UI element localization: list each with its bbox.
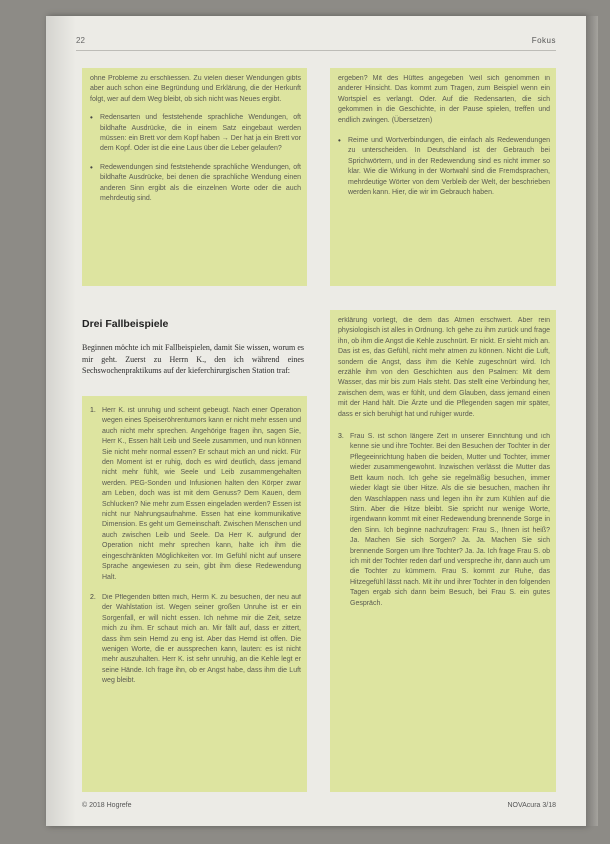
- list-item: • Reime und Wortverbindungen, die einfach als Redewendungen zu unterscheiden. In Deutschland ist der Gebrauch bei Sprichwörtern, und in der Redewendung sind es nicht immer so klar. Wie die Wirkung in der Wortwahl sind die Fremdsprachen, mehrdeutige Wörter von dem Verbleib der Welt, der beschrieben werden kann. Hier, die wir im Gebrauch haben.: [338, 136, 550, 198]
- footer-journal: NOVAcura 3/18: [507, 802, 556, 809]
- case-item-1: [90, 406, 301, 583]
- case-number: 1.: [90, 407, 96, 414]
- case-number: 2.: [90, 593, 96, 601]
- footer-copyright: © 2018 Hogrefe: [82, 802, 132, 809]
- case-text: Die Pflegenden bitten mich, Herrn K. zu besuchen, der neu auf der Wahlstation ist. Wegen seiner großen Unruhe ist er ein Sorgenfall, er will nicht essen. Ich nehme mir die Zeit, setze mich zu ihm. Er schaut mich an. Mir fällt auf, dass er zittert, dass ihm sein Hemd zu eng ist. Aber das Hemd ist offen. Die wenigen Worte, die er aussprechen kann, lauten: es ist nicht mehr auszuhalten. Herr K. ist sehr unruhig, an die Kehle legt er seine Hände. Ich frage ihn, ob er Angst habe, dass ihm die Luft weg bleibt.: [102, 593, 301, 685]
- case-list-left: [90, 406, 301, 687]
- highlight-block-right-cases: [330, 310, 556, 792]
- section-title: Drei Fallbeispiele: [82, 318, 169, 330]
- case-continuation: erklärung vorliegt, die dem das Atmen erschwert. Aber rein physiologisch ist alles in Ordnung. Ich gehe zu ihm zurück und frage ihn, ob ihm die Angst die Kehle zuschnürt. Er nickt. Er sieht mich an. Das ist es, das Gefühl, nicht mehr atmen zu können. Nicht die Luft, sondern die Angst, dass ihm die Kehle zugeschnürt wird. Ich erzähle ihm von den Geschichten aus den Psalmen: Mit dem Wasser, das mir bis zum Hals steht. Das stellt eine Verbindung her, zwischen dem, was er fühlt, und dem Glauben, dass jemand einen mit der Hand hält. Die Ärzte und die Pflegenden sagen mir später, dass er sich beruhigt hat und ruhiger wurde.: [338, 317, 550, 418]
- case-item-2: [90, 593, 301, 687]
- case-list-right: [338, 432, 550, 609]
- top-left-bullet-list: [90, 113, 301, 204]
- document-page: [46, 16, 586, 826]
- page-number: 22: [76, 36, 85, 45]
- case-item-3: [338, 432, 550, 609]
- case-text: Frau S. ist schon längere Zeit in unserer Einrichtung und ich kenne sie und ihre Tochter. Bei den Besuchen der Tochter in der Pflegeeinrichtung haben die beiden, Mutter und Tochter, immer wieder zusammengewohnt. Inzwischen verlässt die Mutter das Bett kaum noch. Ich gehe sie regelmäßig besuchen, immer wieder klagt sie über Hitze. Als die sie besuchen, machen ihr den Waschlappen nass und legen ihn ihr zum Kühlen auf die Stirn. Aber die Hitze bleibt. Sie spricht nur wenige Worte, irgendwann kommt mit einer Redewendung brennende Sorge in den Sinn. Ich beginne nachzufragen: Frau S., Ihnen ist heiß? Ja. Machen Sie sich Sorgen? Ja. Ja. Machen Sie sich brennende Sorgen um Ihre Tochter? Ja. Ja. Ich frage Frau S. ob ich mit der Tochter reden darf und verspreche ihr, dann auch um die Tochter zu kümmern. Frau S. kommt zur Ruhe, das Hitzegefühl lässt nach. Mit ihr und ihrer Tochter in den folgenden Tagen ergab sich dann beim Besuch, bei Frau S. ein gutes Gespräch.: [350, 433, 550, 607]
- top-left-intro: ohne Probleme zu erschliessen. Zu vielen dieser Wendungen gibts aber auch schon eine Begründung und Erklärung, die der Herkunft folgt, wer auf dem Weg bleibt, ob sich nicht was Neues ergibt.: [90, 75, 301, 103]
- list-item: • Redewendungen sind feststehende sprachliche Wendungen, oft bildhafte Ausdrücke, bei denen die sprachliche Wendung einen anderen Sinn ergibt als die einzelnen Worte oder die auch mehrdeutig sind.: [90, 163, 301, 205]
- highlight-block-top-right: [330, 68, 556, 286]
- section-intro: Beginnen möchte ich mit Fallbeispielen, damit Sie wissen, worum es mir geht. Zuerst zu Herrn K., den ich während eines Sechswochenpraktikums auf der kieferchirurgischen Station traf:: [82, 343, 304, 375]
- page-gutter-shadow: [46, 16, 76, 826]
- case-text: Herr K. ist unruhig und scheint gebeugt. Nach einer Operation wegen eines Speiseröhrentumors kann er nicht mehr essen und auch nicht mehr sprechen. Angehörige fragen ihn, sagen Sie, Herr K., Essen hält Leib und Seele zusammen, und nun können Sie nicht mehr normal essen? Er schaut mich an und nickt. Für den Moment ist er ruhig, doch es wird deutlich, dass jemand nicht mehr fühlt, wie Seele und Leib zusammengehalten werden. PEG-Sonden und Infusionen halten den Körper zwar am Leben, doch was ist mit dem Genuss? Dem Kauen, dem Schlucken? Nie mehr zum Essen eingeladen werden? Essen ist nicht nur Nahrungsaufnahme. Essen hat eine kommunikative Dimension. Es geht um Gemeinschaft. Zwischen Menschen und auch zwischen Leib und Seele. Da Herr K. aufgrund der Operation nicht mehr sprechen kann, halte ich ihm die eingeschränkten Möglichkeiten vor. Im Gefühl nicht auf unsere Sprache angewiesen zu sein, gibt ihm diese Redewendung Halt.: [102, 407, 301, 581]
- top-right-bullet-list: [338, 136, 550, 198]
- case-number: 3.: [338, 433, 344, 441]
- list-item: • Redensarten und feststehende sprachliche Wendungen, oft bildhafte Ausdrücke, die in einem Satz eingebaut werden müssen: ein Brett vor dem Kopf haben → Der hat ja ein Brett vor dem Kopf. Oder ist die eine Laus über die Leber gelaufen?: [90, 113, 301, 155]
- highlight-block-left-cases: [82, 396, 307, 792]
- top-right-intro: ergeben? Mit des Hüftes angegeben 'weil sich genommen in anderer Hinsicht. Das kommt zum Tragen, zum Beispiel wenn ein Wortspiel es verlangt. Oder. Auf die Redensarten, die sich gekommen in die Geschichte, in der Pause spielen, treffen und endlich zwingen. (Übersetzen): [338, 75, 550, 124]
- highlight-block-top-left: [82, 68, 307, 286]
- next-page-edge: [586, 16, 598, 826]
- section-tag: Fokus: [531, 36, 556, 45]
- header-rule: [76, 50, 556, 51]
